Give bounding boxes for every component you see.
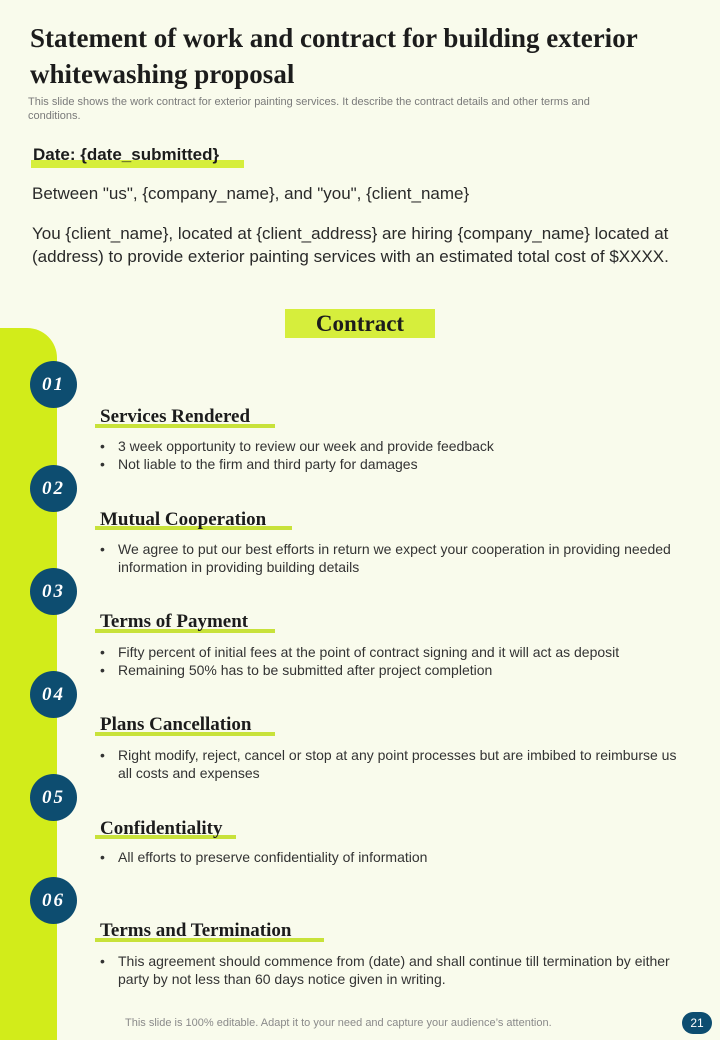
page-title: Statement of work and contract for building exterior whitewashing proposal — [30, 23, 638, 89]
bullet-item: • Not liable to the firm and third party for damages — [100, 455, 690, 473]
section-title: Plans Cancellation — [100, 714, 252, 735]
section-bullet-list — [100, 746, 690, 782]
page-number-badge: 21 — [682, 1012, 712, 1034]
intro-text: You {client_name}, located at {client_address} are hiring {company_name} located at (address) to provide exterior painting services with an estimated total cost of $XXXX. — [32, 224, 669, 266]
section-bullet-list — [100, 643, 690, 679]
section-number-badge: 06 — [30, 877, 77, 924]
bullet-item: • Fifty percent of initial fees at the point of contract signing and it will act as deposit — [100, 643, 690, 661]
section-title: Confidentiality — [100, 818, 223, 839]
section-number-badge: 03 — [30, 568, 77, 615]
section-title: Terms of Payment — [100, 611, 249, 632]
section-number-badge: 05 — [30, 774, 77, 821]
bullet-item: • This agreement should commence from (date) and shall continue till termination by either party by not less than 60 days notice given in writing. — [100, 952, 690, 988]
bullet-item: • Remaining 50% has to be submitted after project completion — [100, 661, 690, 679]
section-number-badge: 01 — [30, 361, 77, 408]
section-title: Services Rendered — [100, 406, 251, 427]
bullet-item: • 3 week opportunity to review our week and provide feedback — [100, 437, 690, 455]
section-title: Mutual Cooperation — [100, 509, 267, 530]
section-number-badge: 04 — [30, 671, 77, 718]
section-bullet-list — [100, 952, 690, 988]
section-title: Terms and Termination — [100, 920, 292, 941]
section-bullet-list — [100, 848, 690, 866]
subtitle: This slide shows the work contract for exterior painting services. It describe the contract details and other terms and conditions. — [28, 96, 590, 122]
date-label: Date: {date_submitted} — [33, 145, 220, 164]
section-bullet-list — [100, 437, 690, 473]
bullet-item: • All efforts to preserve confidentiality of information — [100, 848, 690, 866]
bullet-item: • Right modify, reject, cancel or stop at any point processes but are imbibed to reimburse us all costs and expenses — [100, 746, 690, 782]
between-text: Between "us", {company_name}, and "you", {client_name} — [32, 184, 470, 203]
footer-text: This slide is 100% editable. Adapt it to your need and capture your audience’s attention. — [125, 1017, 552, 1029]
section-bullet-list — [100, 540, 690, 576]
contract-heading: Contract — [285, 309, 435, 338]
section-number-badge: 02 — [30, 465, 77, 512]
bullet-item: • We agree to put our best efforts in return we expect your cooperation in providing needed information in providing building details — [100, 540, 690, 576]
